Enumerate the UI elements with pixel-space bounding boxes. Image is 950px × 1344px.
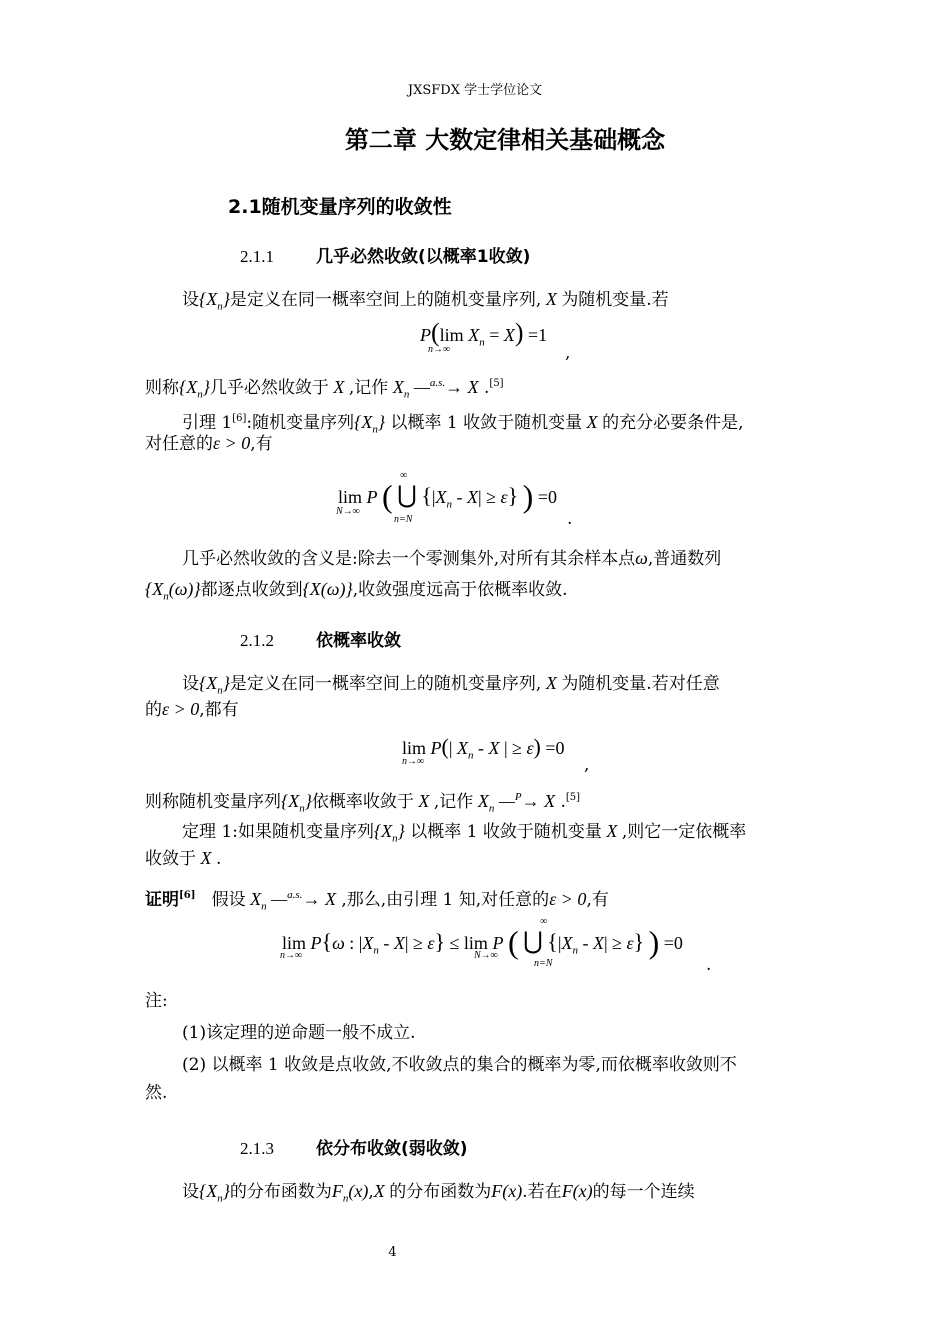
note-item-cont: 然. xyxy=(145,1083,168,1103)
page-number: 4 xyxy=(388,1245,397,1260)
equation: lim P{ω : $|X_n - X| \ge \varepsilon\} \le \lim P$ ( ⋃ $\{|X_n - X| \ge \varepsilon\}$ ) =0 n→∞ N→∞ ∞ n=N xyxy=(280,916,683,969)
paragraph: 几乎必然收敛的含义是:除去一个零测集外,对所有其余样本点ω,普通数列 xyxy=(182,548,722,569)
paragraph: 设$\{X_n\}$的分布函数为$F_n(x),X$ 的分布函数为F(x).若在F(x)的每一个连续 xyxy=(182,1181,695,1205)
equation: lim P ( ⋃ $\{|X_n - X| \ge \varepsilon\}$ ) =0 N→∞ ∞ n=N xyxy=(336,470,557,525)
subsection-heading: 2.1.2 依概率收敛 xyxy=(240,631,401,651)
theorem-1: 定理 1:如果随机变量序列$\{X_n\}$ 以概率 1 收敛于随机变量 X ,则它一定依概率 xyxy=(182,821,747,845)
lemma-1: 引理 1[6]:随机变量序列$\{X_n\}$ 以概率 1 收敛于随机变量 X 的充分必要条件是, xyxy=(182,412,744,436)
equation: lim P(| $X_n$ - X | ≥ ε) =0 n→∞ xyxy=(402,734,565,767)
paragraph: 设$\{X_n\}$是定义在同一概率空间上的随机变量序列, X 为随机变量.若对任意 xyxy=(182,673,720,697)
paragraph: 则称$\{X_n\}$几乎必然收敛于 X ,记作 $X_n$ —$^{a.s.}$→ X .[5] xyxy=(145,377,504,401)
subsection-heading: 2.1.1 几乎必然收敛(以概率1收敛) xyxy=(240,247,531,267)
proof: 证明[6] 假设 $X_n$ —$^{a.s.}$→ X ,那么,由引理 1 知,对任意的ε > 0,有 xyxy=(145,889,609,913)
equation: P(lim $X_n = X) =1$ n→∞ xyxy=(420,318,548,355)
note-item: (1)该定理的逆命题一般不成立. xyxy=(182,1023,416,1043)
running-header: JXSFDX 学士学位论文 xyxy=(407,83,543,98)
note-label: 注: xyxy=(145,991,168,1011)
subsection-heading: 2.1.3 依分布收敛(弱收敛) xyxy=(240,1139,468,1159)
chapter-title: 第二章 大数定律相关基础概念 xyxy=(344,126,666,154)
paragraph: 则称随机变量序列$\{X_n\}$依概率收敛于 X ,记作 $X_n$ —$^P$→ X .[5] xyxy=(145,791,581,815)
note-item: (2) 以概率 1 收敛是点收敛,不收敛点的集合的概率为零,而依概率收敛则不 xyxy=(182,1055,737,1075)
paragraph: 设$\{X_n\}$是定义在同一概率空间上的随机变量序列, X 为随机变量.若 xyxy=(182,289,669,313)
section-title: 2.1随机变量序列的收敛性 xyxy=(228,196,452,218)
